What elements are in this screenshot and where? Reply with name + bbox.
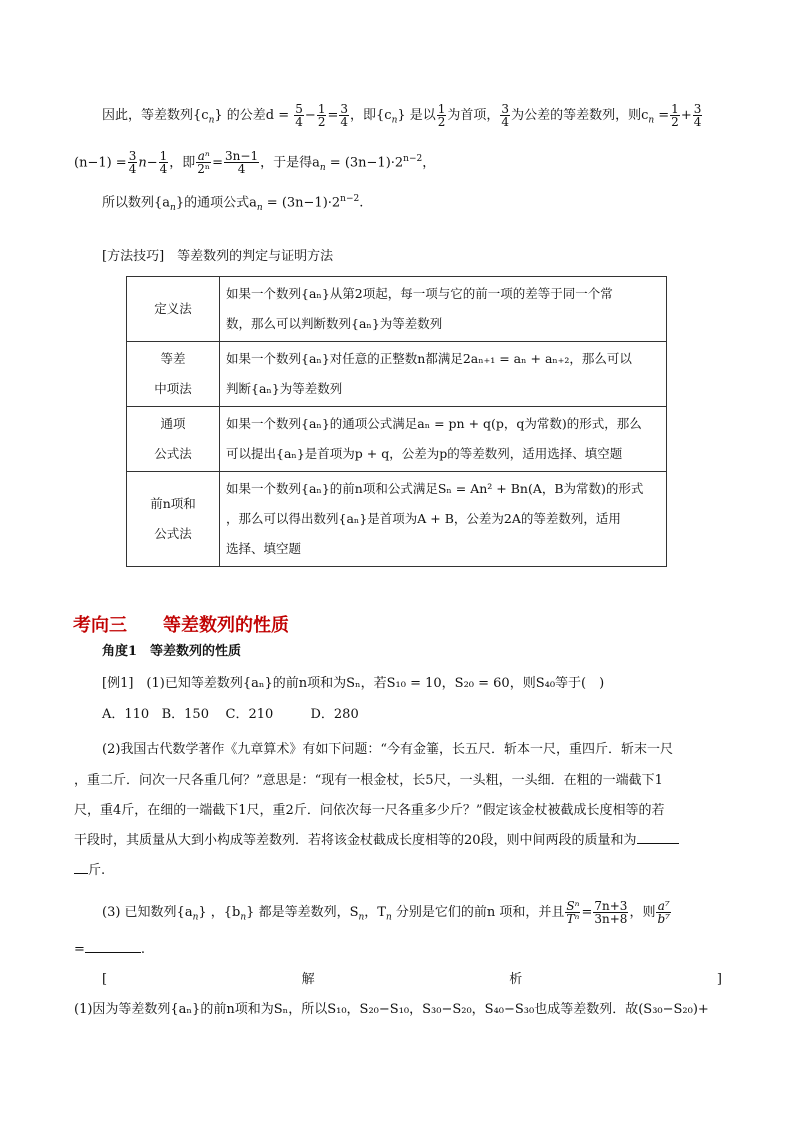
text: } 是以 xyxy=(397,108,436,123)
sub: n xyxy=(391,115,398,126)
num: 3 xyxy=(340,102,348,116)
text: ， xyxy=(422,155,436,171)
text: . xyxy=(140,942,146,957)
method-key xyxy=(127,407,220,472)
option-b: B．150 xyxy=(161,707,209,722)
method-title: [方法技巧] 等差数列的判定与证明方法 xyxy=(102,249,334,264)
text: ，则 xyxy=(629,905,656,920)
fraction xyxy=(224,150,259,175)
text: 等差 xyxy=(160,351,186,366)
q2-line-5 xyxy=(74,862,105,880)
sub: n xyxy=(192,912,199,923)
den: 2 xyxy=(317,115,326,129)
text: = xyxy=(212,155,224,171)
bracket: ] xyxy=(716,972,722,987)
options xyxy=(102,706,359,724)
text: 析 xyxy=(509,972,523,987)
den: 2 xyxy=(671,115,679,129)
den: 4 xyxy=(237,162,246,177)
table-row xyxy=(127,277,667,342)
sub: n xyxy=(208,115,215,126)
den: 3n+8 xyxy=(594,912,628,926)
den: 2 xyxy=(437,115,446,129)
text: 如果一个数列{aₙ}对任意的正整数n都满足2aₙ₊₁ = aₙ + aₙ₊₂，那么可以 xyxy=(226,351,632,366)
method-desc xyxy=(220,277,667,342)
den: Tⁿ xyxy=(566,912,580,926)
q2-line-2: ，重二斤．问次一尺各重几何？”意思是：“现有一根金杖，长5尺，一头粗，一头细．在粗的一端截下1 xyxy=(74,773,663,788)
method-key xyxy=(127,472,220,567)
text: = xyxy=(74,942,85,957)
fraction xyxy=(159,150,169,175)
text: − xyxy=(304,108,316,123)
method-desc xyxy=(220,472,667,567)
fraction xyxy=(437,103,447,128)
text: 斤. xyxy=(88,863,106,878)
fraction xyxy=(565,900,580,925)
den: 4 xyxy=(159,162,168,177)
num: 3 xyxy=(501,102,510,116)
q2-line-4 xyxy=(74,832,679,850)
text: 判断{aₙ}为等差数列 xyxy=(226,381,343,396)
q2-line-3: 尺，重4斤，在细的一端截下1尺，重2斤．问依次每一尺各重多少斤？”假定该金杖被截成长度相等的若 xyxy=(74,803,665,818)
sup: n−2 xyxy=(403,154,423,164)
fraction xyxy=(339,103,349,128)
fraction xyxy=(670,103,680,128)
example-1: [例1] (1)已知等差数列{aₙ}的前n项和为Sₙ，若S₁₀ = 10，S₂₀ = 60，则S₄₀等于( ) xyxy=(102,676,605,691)
text: 如果一个数列{aₙ}的通项公式满足aₙ = pn + q(p，q为常数)的形式，那么 xyxy=(226,416,642,431)
text: = xyxy=(327,108,339,123)
text: 所以数列{a xyxy=(102,195,171,211)
fraction xyxy=(693,103,703,128)
den: 4 xyxy=(340,115,348,129)
fraction xyxy=(128,150,138,175)
fraction xyxy=(500,103,510,128)
text: = xyxy=(581,905,593,920)
fraction xyxy=(593,900,628,925)
den: 2ⁿ xyxy=(197,162,211,177)
num: 3n−1 xyxy=(225,149,259,164)
answer-blank[interactable] xyxy=(74,873,88,874)
num: aⁿ xyxy=(197,149,210,164)
section-heading: 考向三 等差数列的性质 xyxy=(73,615,289,636)
method-key xyxy=(127,277,220,342)
num: 7n+3 xyxy=(594,899,628,913)
sub: n xyxy=(240,912,247,923)
num: Sⁿ xyxy=(566,899,580,913)
intro-line-2 xyxy=(74,150,435,177)
table-row xyxy=(127,407,667,472)
table-row xyxy=(127,472,667,567)
text: (3) 已知数列{a xyxy=(102,905,193,920)
q3-line-2 xyxy=(74,941,145,959)
text: }的通项公式a xyxy=(175,195,257,211)
text: 公式法 xyxy=(154,446,192,461)
den: 4 xyxy=(693,115,702,129)
text: 数，那么可以判断数列{aₙ}为等差数列 xyxy=(226,316,443,331)
num: 1 xyxy=(671,102,679,116)
text: 通项 xyxy=(160,416,186,431)
text: . xyxy=(359,195,364,211)
text: − xyxy=(146,155,158,171)
bracket: [ xyxy=(102,972,108,987)
text: 如果一个数列{aₙ}从第2项起，每一项与它的前一项的差等于同一个常 xyxy=(226,286,613,301)
den: 4 xyxy=(501,115,510,129)
sub: n xyxy=(170,202,176,213)
text: = (3n−1)·2 xyxy=(325,155,404,171)
fraction xyxy=(656,900,671,925)
text: ，T xyxy=(364,905,386,920)
text: 如果一个数列{aₙ}的前n项和公式满足Sₙ = An² + Bn(A，B为常数)的形式 xyxy=(226,481,644,496)
q3-line-1 xyxy=(102,900,672,927)
intro-line-3 xyxy=(102,190,363,217)
text: 解 xyxy=(301,972,315,987)
den: b⁷ xyxy=(657,912,670,926)
text: 为首项， xyxy=(447,108,500,123)
num: a⁷ xyxy=(657,899,670,913)
sub: n xyxy=(256,202,263,213)
fraction xyxy=(294,103,304,128)
text: n xyxy=(138,155,147,171)
text: = (3n−1)·2 xyxy=(262,195,341,211)
den: 4 xyxy=(295,115,303,129)
num: 3 xyxy=(128,149,137,164)
text: } 都是等差数列，S xyxy=(246,905,359,920)
answer-blank[interactable] xyxy=(637,843,679,844)
text: (n−1) = xyxy=(74,155,127,171)
text: ，即{c xyxy=(350,108,392,123)
num: 1 xyxy=(159,149,168,164)
text: 公式法 xyxy=(154,526,192,541)
text: = xyxy=(654,108,670,123)
sub: n xyxy=(319,162,326,173)
fraction xyxy=(317,103,327,128)
num: 1 xyxy=(437,102,446,116)
method-table xyxy=(126,276,667,567)
text: 定义法 xyxy=(154,301,192,316)
sub: n xyxy=(648,115,655,126)
method-key xyxy=(127,342,220,407)
num: 3 xyxy=(693,102,702,116)
option-d: D．280 xyxy=(310,707,359,722)
text: ，即 xyxy=(169,155,196,171)
q2-line-1: (2)我国古代数学著作《九章算术》有如下问题：“今有金箠，长五尺．斩本一尺，重四斤．斩末一尺 xyxy=(102,742,674,757)
num: 5 xyxy=(295,102,303,116)
text: 为公差的等差数列，则c xyxy=(511,108,649,123)
option-a: A．110 xyxy=(102,707,150,722)
text: 中项法 xyxy=(154,381,192,396)
angle-title: 角度1 等差数列的性质 xyxy=(102,644,242,659)
text: } 的公差d = xyxy=(214,108,290,123)
solution-line-1: (1)因为等差数列{aₙ}的前n项和为Sₙ，所以S₁₀，S₂₀−S₁₀，S₃₀−S₂₀，S₄₀−S₃₀也成等差数列．故(S₃₀−S₂₀)+ xyxy=(74,1002,709,1017)
answer-blank[interactable] xyxy=(85,952,141,953)
text: 选择、填空题 xyxy=(226,541,302,556)
text: + xyxy=(680,108,692,123)
solution-header xyxy=(102,971,722,989)
text: 分别是它们的前n 项和，并且 xyxy=(391,905,565,920)
sup: n−2 xyxy=(340,194,360,204)
text: 因此，等差数列{c xyxy=(102,108,209,123)
method-desc xyxy=(220,342,667,407)
fraction xyxy=(196,150,211,175)
sub: n xyxy=(385,912,392,923)
text: 可以提出{aₙ}是首项为p + q，公差为p的等差数列，适用选择、填空题 xyxy=(226,446,623,461)
text: 前n项和 xyxy=(150,496,196,511)
option-c: C．210 xyxy=(225,707,274,722)
num: 1 xyxy=(317,102,326,116)
text: } ，{b xyxy=(198,905,241,920)
text: ，那么可以得出数列{aₙ}是首项为A + B，公差为2A的等差数列，适用 xyxy=(226,511,621,526)
sub: n xyxy=(358,912,365,923)
table-row xyxy=(127,342,667,407)
text: ，于是得a xyxy=(260,155,320,171)
den: 4 xyxy=(128,162,137,177)
intro-line-1 xyxy=(102,103,703,130)
text: 干段时，其质量从大到小构成等差数列．若将该金杖截成长度相等的20段，则中间两段的质量和为 xyxy=(74,833,637,848)
method-desc xyxy=(220,407,667,472)
